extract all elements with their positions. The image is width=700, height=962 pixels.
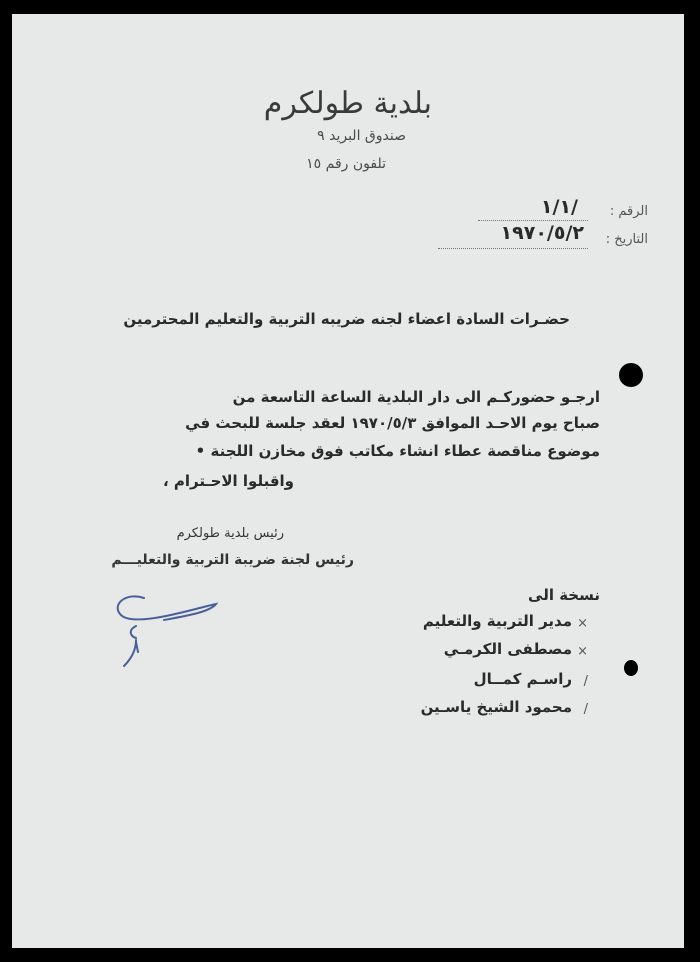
punch-hole [624,660,638,676]
addressee-line: حضـرات السادة اعضاء لجنه ضريبه التربية والتعليم المحترمين [123,310,570,328]
copies-title: نسخة الى [528,586,600,604]
handwritten-signature [106,590,226,680]
signatory-title-1: رئيس بلدية طولكرم [176,526,284,541]
copy-recipient: مصطفى الكرمـي [443,640,572,658]
reference-dotted-line [478,220,588,221]
copy-mark: × [577,644,588,659]
letter-page [12,14,684,948]
date-value: ١٩٧٠/٥/٢ [500,222,584,244]
body-line: صباح يوم الاحـد الموافق ١٩٧٠/٥/٣ لعقد جلسة للبحث في [185,414,600,432]
date-label: التاريخ : [605,232,648,247]
po-box: صندوق البريد ٩ [317,128,406,144]
punch-hole [619,363,643,387]
date-dotted-line [438,248,588,249]
municipality-name: بلدية طولكرم [263,86,432,121]
copy-recipient: محمود الشيخ ياسـين [420,698,572,716]
copy-mark: / [583,674,588,689]
body-line: ارجـو حضوركـم الى دار البلدية الساعة التاسعة من [232,388,600,406]
signatory-title-2: رئيس لجنة ضريبة التربية والتعليـــم [111,552,354,568]
copy-mark: × [577,616,588,631]
reference-label: الرقم : [609,204,648,219]
body-line: موضوع مناقصة عطاء انشاء مكاتب فوق مخازن اللجنة • [195,442,600,460]
phone-number: تلفون رقم ١٥ [306,156,386,172]
copy-recipient: مدير التربية والتعليم [422,612,572,630]
reference-value: ١/١/ [540,196,578,218]
copy-mark: / [583,702,588,717]
closing-line: واقبلوا الاحـترام ، [162,472,294,490]
copy-recipient: راسـم كمــال [473,670,572,688]
